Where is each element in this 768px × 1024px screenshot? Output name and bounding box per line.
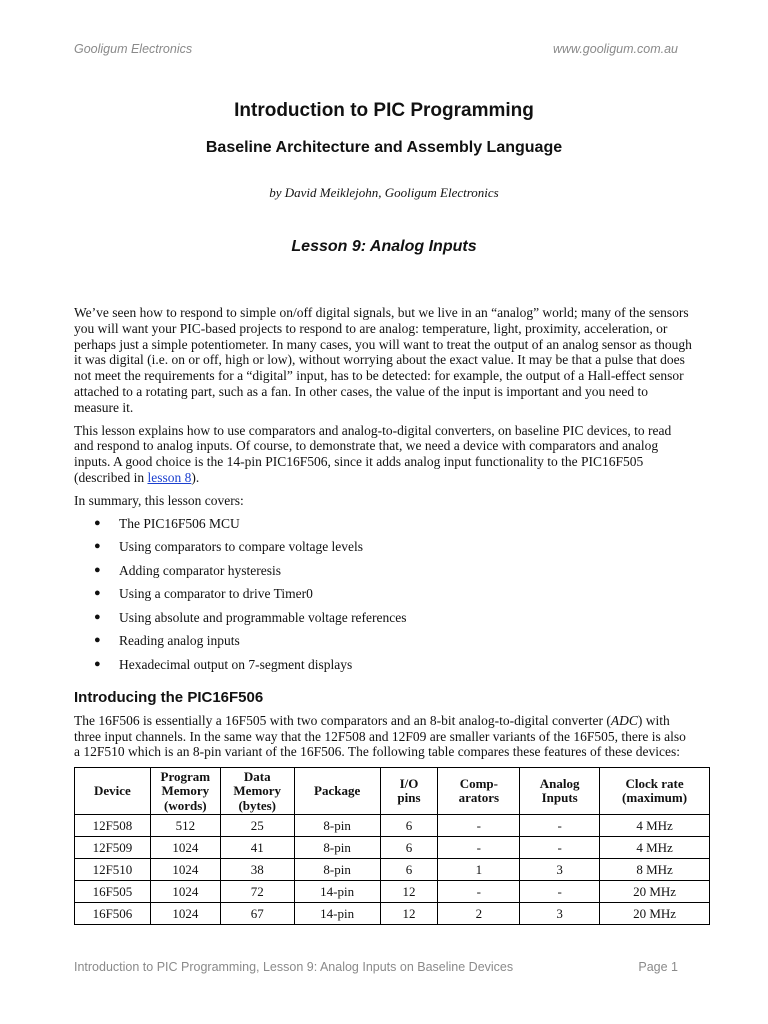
table-row bbox=[75, 815, 710, 837]
table-cell: 6 bbox=[380, 837, 438, 859]
bullet-icon: ● bbox=[94, 516, 101, 529]
column-header-line: Package bbox=[314, 783, 361, 798]
column-header-line: Program bbox=[160, 768, 211, 784]
table-cell: 20 MHz bbox=[600, 903, 710, 925]
table-column-header bbox=[600, 768, 710, 815]
column-header-line: Data bbox=[243, 768, 271, 784]
column-header-line: Analog bbox=[539, 775, 580, 791]
column-header-line: Memory bbox=[161, 783, 210, 798]
column-header-line: arators bbox=[458, 790, 500, 806]
list-item-text: Using absolute and programmable voltage references bbox=[119, 609, 407, 625]
table-cell: 67 bbox=[220, 903, 294, 925]
bullet-icon: ● bbox=[94, 657, 101, 670]
lesson-paragraph bbox=[74, 423, 694, 486]
table-cell: - bbox=[438, 881, 520, 903]
table-cell: - bbox=[438, 815, 520, 837]
intro-paragraph: We’ve seen how to respond to simple on/off digital signals, but we live in an “analog” world; many of the sensors you will want your PIC-based projects to respond to are analog: temperature, light, proximity, acceleration, or perhaps just a simple potentiometer. In many cases, you will want to treat the output of an analog sensor as though it was digital (i.e. on or off, high or low), without worrying about the exact value. It may be that a pulse that does not meet the requirements for a “digital” input, has to be detected: for example, the output of a Hall-effect sensor attached to a rotating part, such as a fan. In other cases, the value of the input is important and you need to measure it. bbox=[74, 305, 692, 415]
list-item bbox=[74, 539, 694, 563]
table-cell: 8-pin bbox=[294, 815, 380, 837]
table-cell: 41 bbox=[220, 837, 294, 859]
table-cell: - bbox=[520, 837, 600, 859]
table-cell: - bbox=[438, 837, 520, 859]
list-item bbox=[74, 563, 694, 587]
table-row bbox=[75, 881, 710, 903]
list-item bbox=[74, 633, 694, 657]
list-item-text: Adding comparator hysteresis bbox=[119, 562, 281, 578]
table-body bbox=[75, 815, 710, 925]
page-footer bbox=[74, 960, 678, 974]
table-cell: 4 MHz bbox=[600, 837, 710, 859]
document-subtitle: Baseline Architecture and Assembly Language bbox=[205, 139, 563, 156]
table-cell: 6 bbox=[380, 859, 438, 881]
table-cell: 1024 bbox=[150, 837, 220, 859]
bullet-icon: ● bbox=[94, 634, 101, 647]
lesson-topics-list bbox=[74, 516, 694, 681]
adc-abbreviation: ADC bbox=[610, 712, 638, 728]
column-header-line: I/O bbox=[399, 775, 419, 791]
table-cell: 12F510 bbox=[75, 859, 151, 881]
table-cell: 20 MHz bbox=[600, 881, 710, 903]
table-cell: 8 MHz bbox=[600, 859, 710, 881]
column-header-line: Memory bbox=[233, 783, 282, 798]
list-item bbox=[74, 516, 694, 540]
table-cell: 512 bbox=[150, 815, 220, 837]
summary-intro: In summary, this lesson covers: bbox=[74, 492, 244, 508]
list-item-text: The PIC16F506 MCU bbox=[119, 515, 240, 531]
table-cell: 14-pin bbox=[294, 903, 380, 925]
column-header-line: Inputs bbox=[541, 790, 578, 806]
table-cell: 2 bbox=[438, 903, 520, 925]
table-cell: 16F506 bbox=[75, 903, 151, 925]
table-column-header bbox=[294, 768, 380, 815]
table-cell: 14-pin bbox=[294, 881, 380, 903]
bullet-icon: ● bbox=[94, 587, 101, 600]
column-header-line: Device bbox=[94, 783, 131, 798]
table-cell: 1 bbox=[438, 859, 520, 881]
table-cell: 1024 bbox=[150, 859, 220, 881]
list-item bbox=[74, 657, 694, 681]
lesson-paragraph-end: ). bbox=[191, 469, 200, 485]
page-header bbox=[74, 42, 678, 56]
bullet-icon: ● bbox=[94, 540, 101, 553]
author-byline: by David Meiklejohn, Gooligum Electronics bbox=[269, 185, 499, 200]
table-row bbox=[75, 837, 710, 859]
header-url: www.gooligum.com.au bbox=[552, 42, 678, 56]
table-cell: 4 MHz bbox=[600, 815, 710, 837]
bullet-icon: ● bbox=[94, 563, 101, 576]
table-cell: 8-pin bbox=[294, 859, 380, 881]
lesson-8-link[interactable]: lesson 8 bbox=[147, 469, 192, 485]
table-column-header bbox=[150, 768, 220, 815]
list-item-text: Reading analog inputs bbox=[119, 633, 240, 649]
column-header-line: (words) bbox=[164, 797, 207, 813]
list-item bbox=[74, 586, 694, 610]
table-cell: 16F505 bbox=[75, 881, 151, 903]
lesson-paragraph-text: This lesson explains how to use comparators and analog-to-digital converters, on baseline PIC devices, to read and respond to analog inputs. Of course, to demonstrate that, we need a device with comparators and analog inputs. A good choice is the 14-pin PIC16F506, since it adds analog input functionality to the PIC16F505 (described in bbox=[74, 422, 672, 485]
section-paragraph bbox=[74, 713, 694, 760]
column-header-line: Comp- bbox=[459, 775, 498, 791]
device-comparison-table bbox=[74, 767, 710, 925]
table-cell: 8-pin bbox=[294, 837, 380, 859]
table-cell: 6 bbox=[380, 815, 438, 837]
column-header-line: pins bbox=[397, 790, 421, 806]
document-title: Introduction to PIC Programming bbox=[234, 100, 534, 121]
table-cell: 3 bbox=[520, 903, 600, 925]
header-company: Gooligum Electronics bbox=[74, 42, 193, 56]
table-cell: 3 bbox=[520, 859, 600, 881]
table-cell: 12F508 bbox=[75, 815, 151, 837]
table-column-header bbox=[220, 768, 294, 815]
table-column-header bbox=[438, 768, 520, 815]
column-header-line: (bytes) bbox=[238, 797, 276, 813]
list-item-text: Using a comparator to drive Timer0 bbox=[119, 586, 313, 602]
table-row bbox=[75, 859, 710, 881]
table-cell: 12 bbox=[380, 881, 438, 903]
column-header-line: (maximum) bbox=[622, 790, 688, 806]
table-row bbox=[75, 903, 710, 925]
section-paragraph-text: The 16F506 is essentially a 16F505 with two comparators and an 8-bit analog-to-digital converter ( bbox=[74, 712, 611, 728]
table-column-header bbox=[75, 768, 151, 815]
table-cell: - bbox=[520, 881, 600, 903]
lesson-title: Lesson 9: Analog Inputs bbox=[291, 238, 477, 255]
section-paragraph-end: ) with three input channels. In the same way that the 12F508 and 12F09 are smaller variants of the 16F505, there is also a 12F510 which is an 8-pin variant of the 16F506. The following table compares these features of these devices: bbox=[74, 712, 686, 760]
table-cell: 38 bbox=[220, 859, 294, 881]
table-cell: - bbox=[520, 815, 600, 837]
table-cell: 72 bbox=[220, 881, 294, 903]
list-item-text: Hexadecimal output on 7-segment displays bbox=[119, 656, 353, 672]
table-cell: 1024 bbox=[150, 881, 220, 903]
table-cell: 12F509 bbox=[75, 837, 151, 859]
list-item-text: Using comparators to compare voltage levels bbox=[119, 539, 364, 555]
table-cell: 12 bbox=[380, 903, 438, 925]
footer-title: Introduction to PIC Programming, Lesson 9: Analog Inputs on Baseline Devices bbox=[74, 960, 514, 974]
column-header-line: Clock rate bbox=[625, 775, 684, 791]
table-header-row bbox=[75, 768, 710, 815]
table-cell: 1024 bbox=[150, 903, 220, 925]
table-column-header bbox=[520, 768, 600, 815]
list-item bbox=[74, 610, 694, 634]
table-column-header bbox=[380, 768, 438, 815]
table-cell: 25 bbox=[220, 815, 294, 837]
footer-page-number: Page 1 bbox=[638, 960, 678, 974]
section-heading: Introducing the PIC16F506 bbox=[74, 689, 264, 707]
bullet-icon: ● bbox=[94, 610, 101, 623]
body-content bbox=[74, 305, 694, 925]
